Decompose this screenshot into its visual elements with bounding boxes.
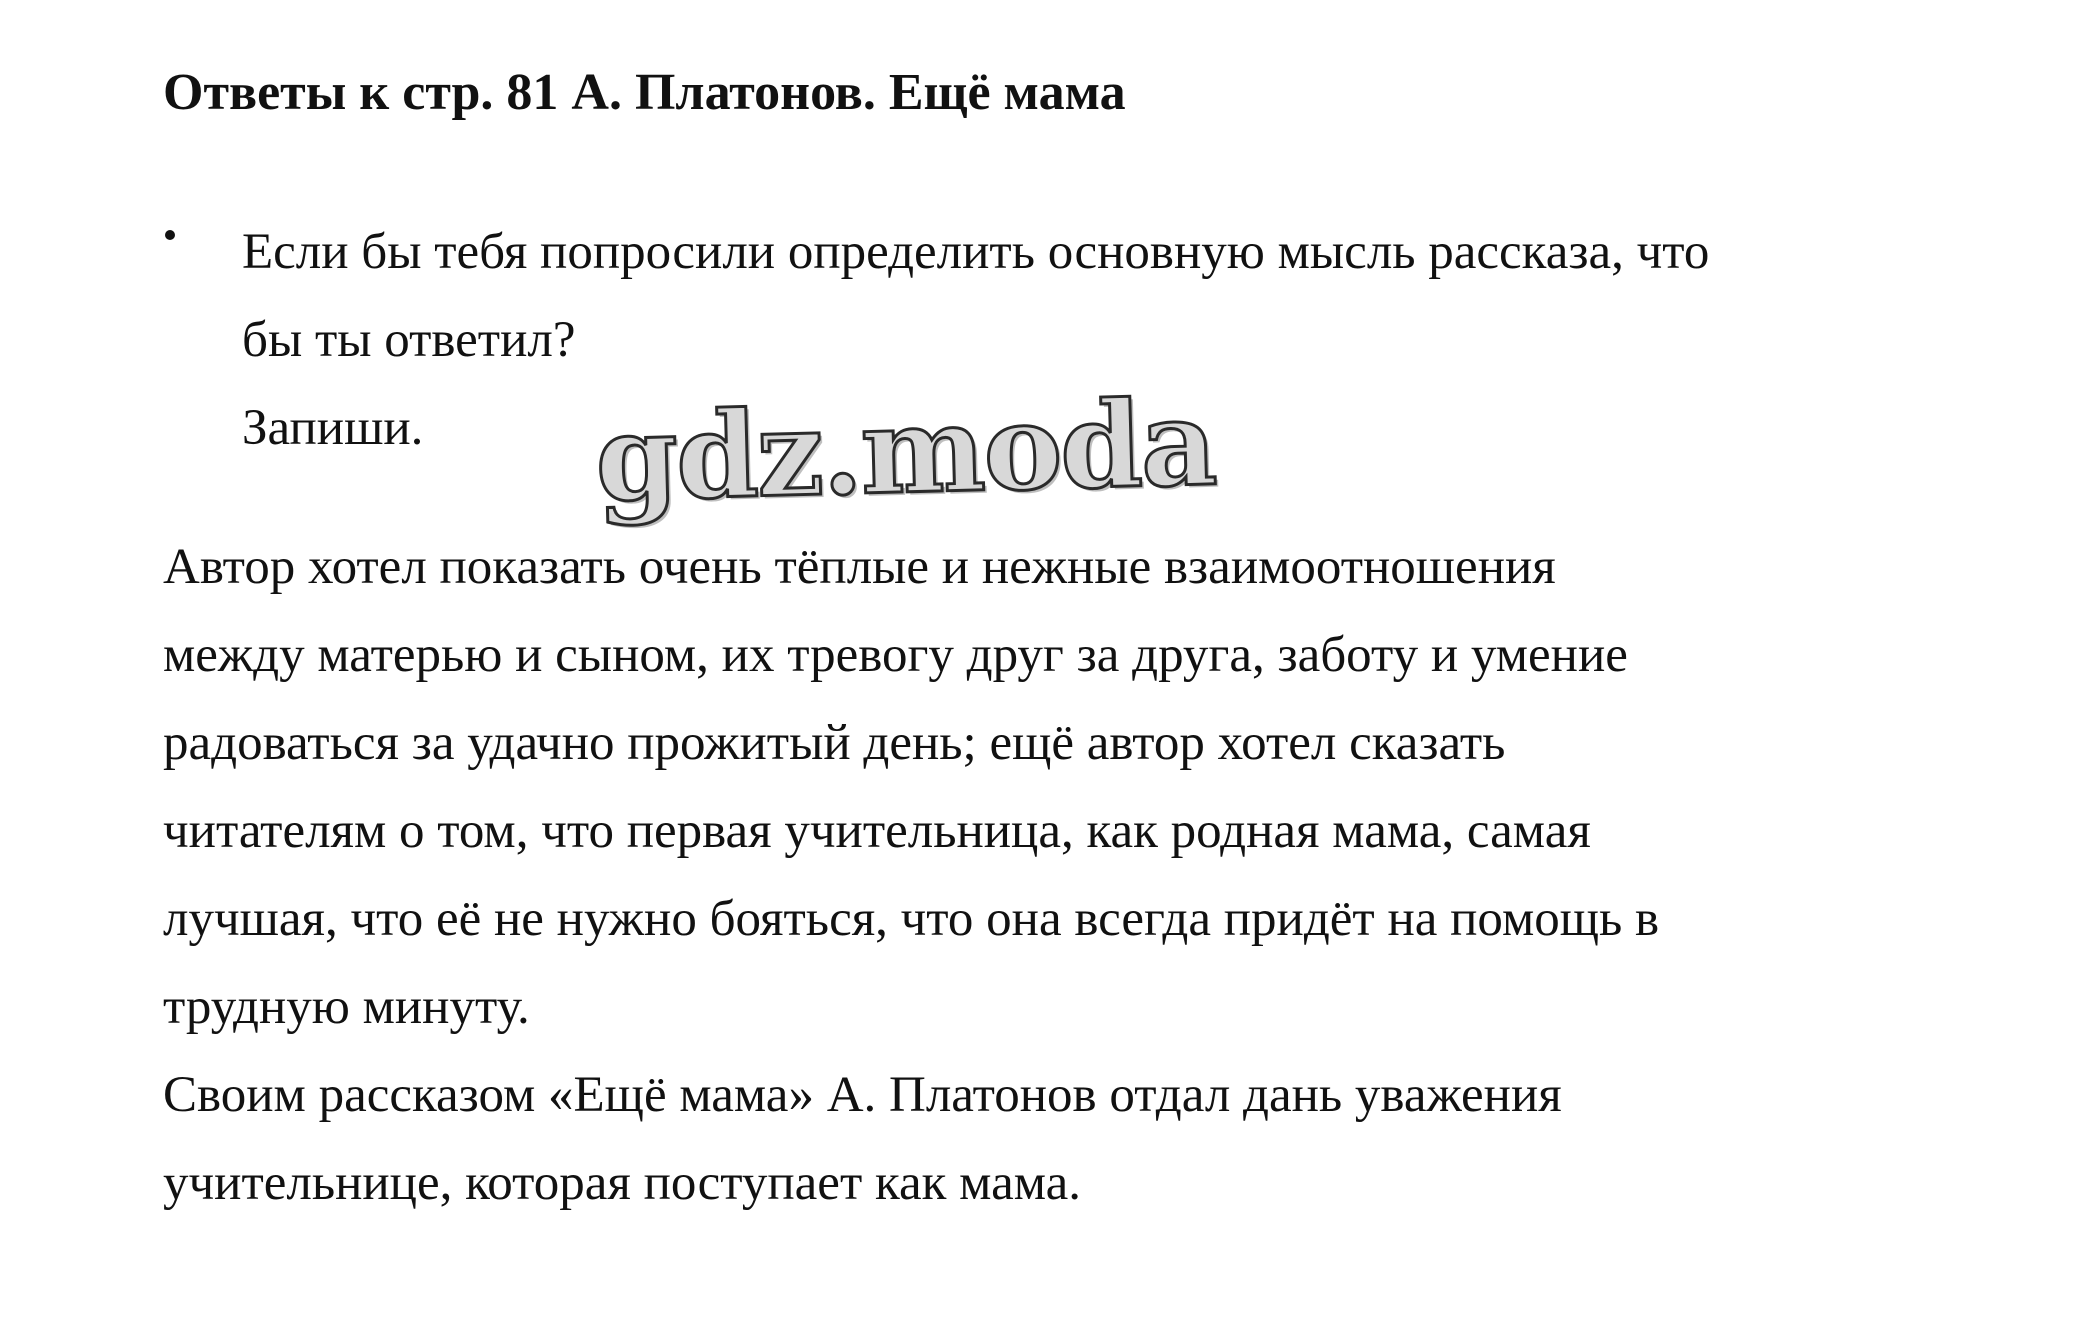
answer-line: Автор хотел показать очень тёплые и нежные взаимоотношения bbox=[163, 539, 1556, 595]
answer-line: читателям о том, что первая учительница, как родная мама, самая bbox=[163, 803, 1591, 859]
page-title: Ответы к стр. 81 А. Платонов. Ещё мама bbox=[163, 64, 1126, 121]
question-line: Если бы тебя попросили определить основную мысль рассказа, что bbox=[242, 224, 1710, 280]
answer-line: Своим рассказом «Ещё мама» А. Платонов отдал дань уважения bbox=[163, 1067, 1562, 1123]
answer-paragraph-1 bbox=[163, 523, 1659, 1051]
answer-line: трудную минуту. bbox=[163, 979, 530, 1035]
answer-line: лучшая, что её не нужно бояться, что она всегда придёт на помощь в bbox=[163, 891, 1660, 947]
bullet-icon bbox=[165, 230, 175, 240]
answer-paragraph-2 bbox=[163, 1051, 1659, 1227]
answer-line: учительнице, которая поступает как мама. bbox=[163, 1155, 1082, 1211]
answer-line: радоваться за удачно прожитый день; ещё автор хотел сказать bbox=[163, 715, 1506, 771]
question-line: Запиши. bbox=[242, 400, 424, 456]
question-line: бы ты ответил? bbox=[242, 312, 576, 368]
answer-line: между матерью и сыном, их тревогу друг за друга, заботу и умение bbox=[163, 627, 1628, 683]
answer-block bbox=[163, 523, 1659, 1227]
watermark-logo: gdz.moda bbox=[593, 372, 1217, 528]
